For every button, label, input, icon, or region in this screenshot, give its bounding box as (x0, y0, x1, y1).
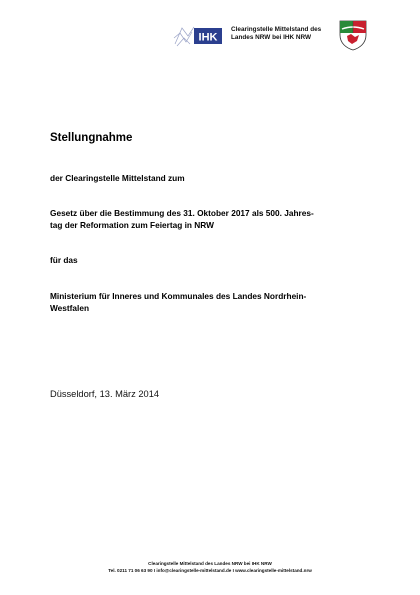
place-date: Düsseldorf, 13. März 2014 (50, 389, 160, 399)
ihk-logo-text: IHK (198, 31, 218, 44)
organization-name-line1: Clearingstelle Mittelstand des (231, 26, 322, 33)
document-title: Stellungnahme (50, 132, 133, 144)
footer (0, 560, 420, 574)
ministry-paragraph (50, 290, 306, 314)
subject-line-1: Gesetz über die Bestimmung des 31. Oktober 2017 als 500. Jahres- (50, 208, 314, 218)
for-line: für das (50, 255, 78, 265)
ministry-line-1: Ministerium für Inneres und Kommunales des Landes Nordrhein- (50, 291, 307, 301)
footer-contact: Tel. 0211 71 06 63 90 I info@clearingstelle-mittelstand.de I www.clearingstelle-mittelstand.nrw (108, 568, 312, 573)
intro-line: der Clearingstelle Mittelstand zum (50, 173, 185, 183)
subject-line-2: tag der Reformation zum Feiertag in NRW (50, 220, 214, 230)
footer-organization: Clearingstelle Mittelstand des Landes NRW bei IHK NRW (148, 561, 272, 566)
ihk-logo (172, 24, 224, 48)
ministry-line-2: Westfalen (50, 303, 90, 313)
nrw-coat-of-arms-icon (338, 19, 368, 51)
organization-name-line2: Landes NRW bei IHK NRW (231, 34, 312, 42)
organization-name (231, 26, 321, 42)
subject-paragraph (50, 207, 314, 231)
